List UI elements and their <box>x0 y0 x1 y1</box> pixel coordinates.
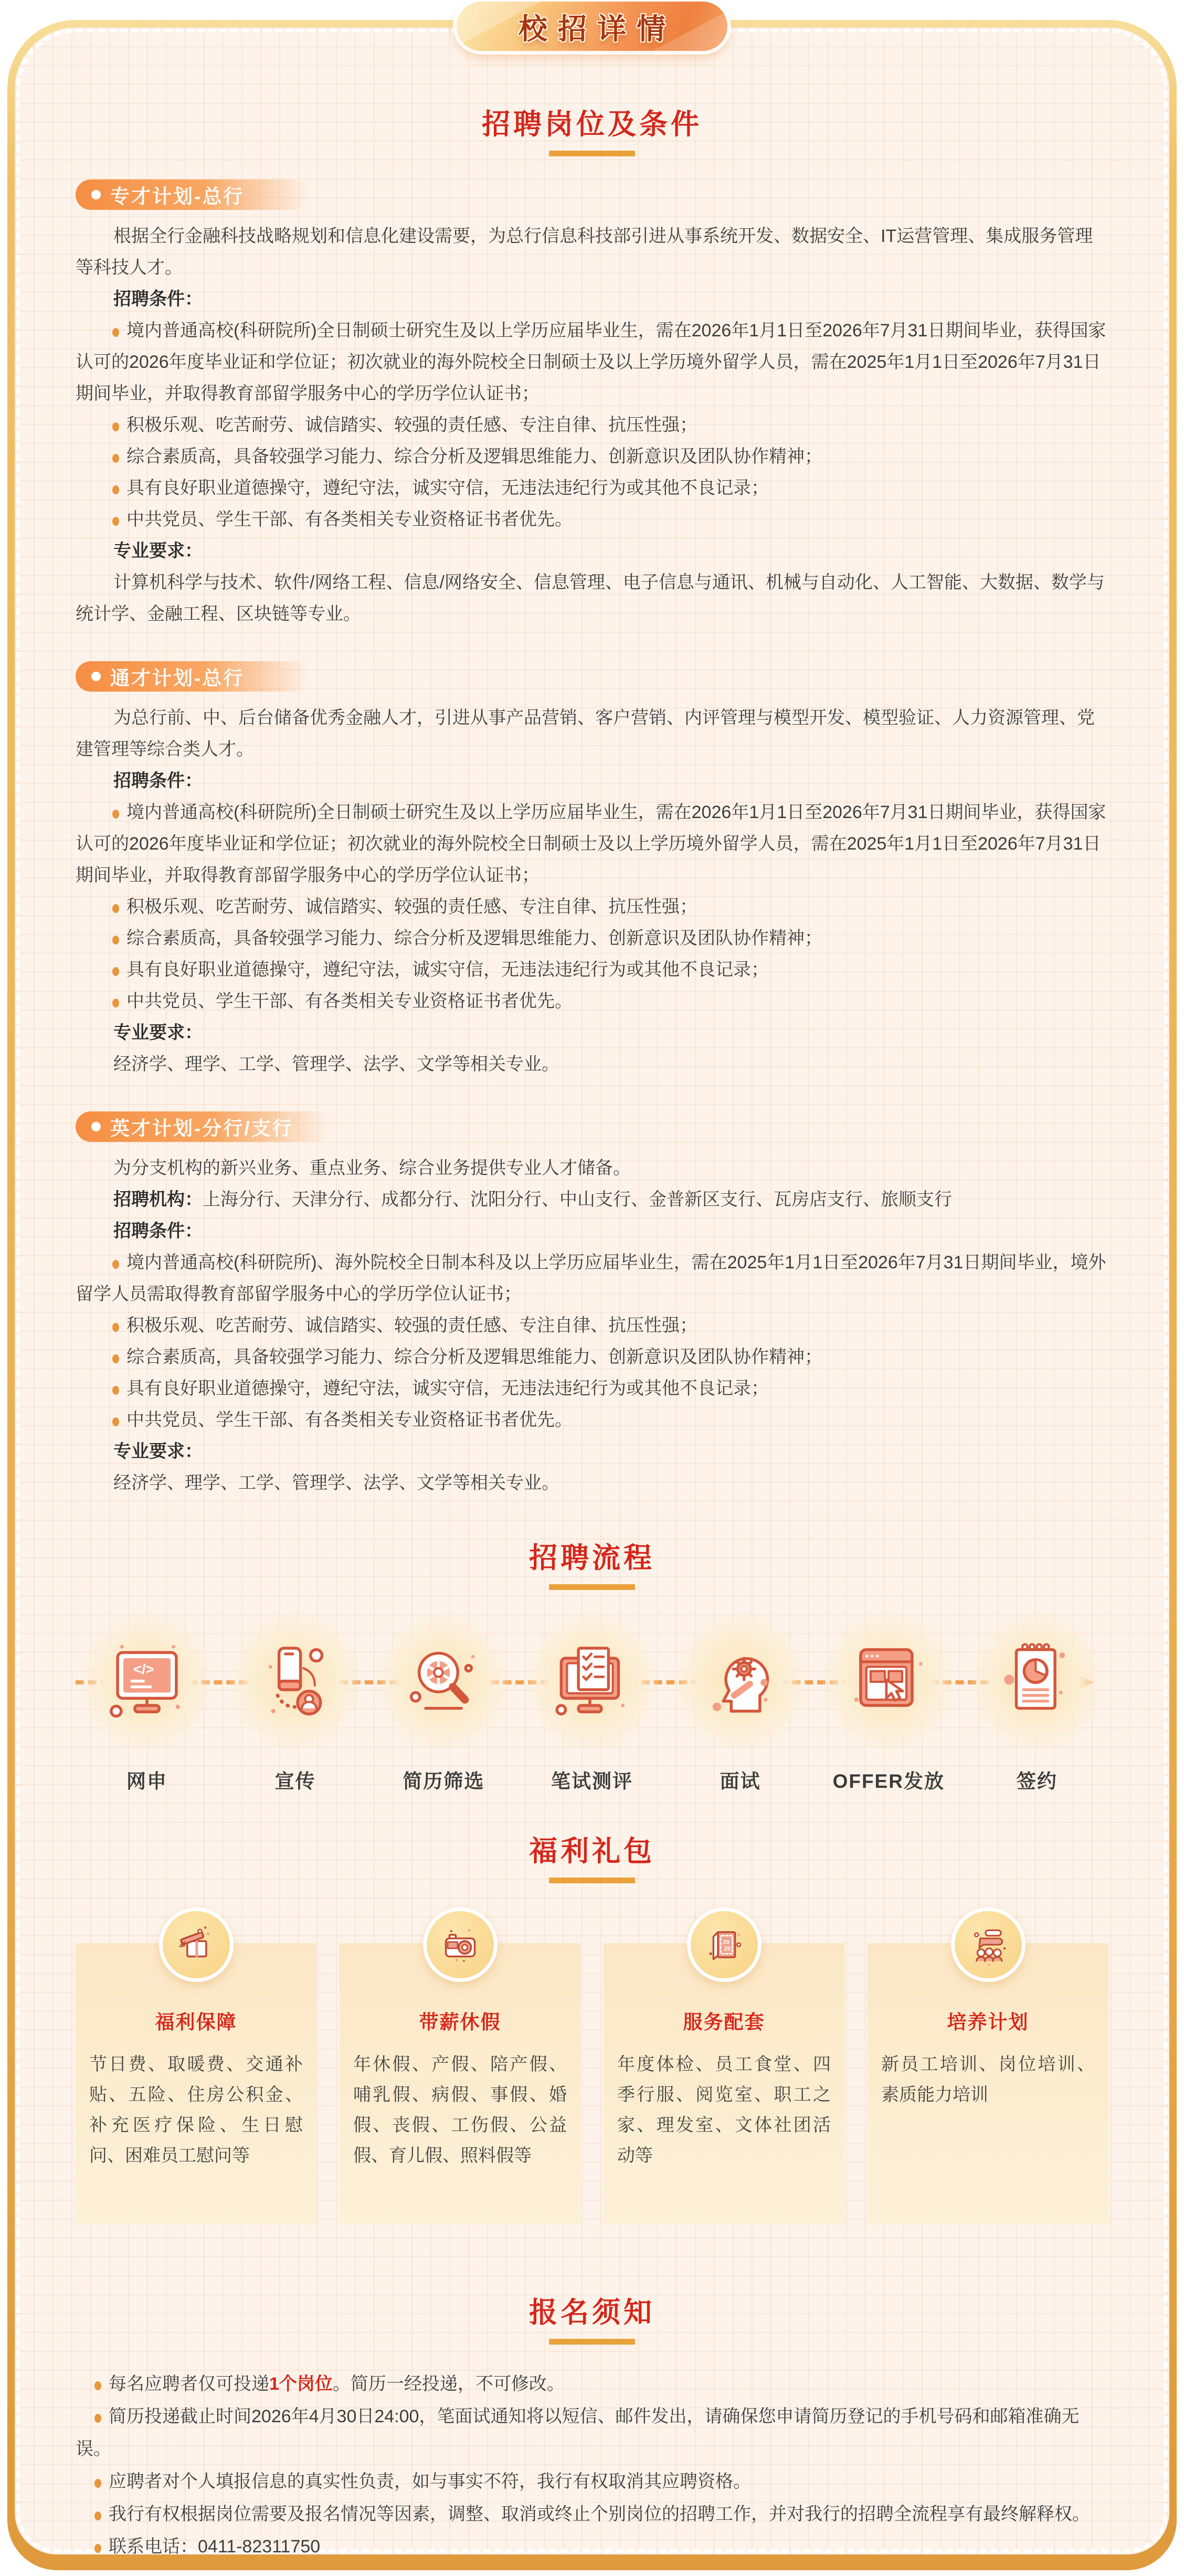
process-step <box>76 1613 218 1794</box>
major-text: 经济学、理学、工学、管理学、法学、文学等相关专业。 <box>113 1054 559 1074</box>
process-steps <box>76 1613 1108 1794</box>
title-underline <box>549 151 635 156</box>
condition-item <box>76 923 1108 954</box>
program-1 <box>76 179 1108 630</box>
bullet-dot-icon <box>112 454 119 463</box>
bullet-dot-icon <box>94 2544 101 2553</box>
condition-text: 具有良好职业道德操守，遵纪守法，诚实守信，无违法违纪行为或其他不良记录； <box>126 478 769 498</box>
notice-item <box>76 2530 1108 2554</box>
step-label: 面试 <box>720 1771 761 1792</box>
condition-text: 综合素质高，具备较强学习能力、综合分析及逻辑思维能力、创新意识及团队协作精神； <box>126 928 822 948</box>
welfare-card <box>604 1939 844 2224</box>
condition-item <box>76 797 1108 891</box>
bullet-dot-icon <box>94 2479 101 2488</box>
program-intro: 为分支机构的新兴业务、重点业务、综合业务提供专业人才储备。 <box>113 1158 631 1178</box>
step-label: 网申 <box>126 1771 167 1792</box>
program-body <box>76 220 1108 630</box>
condition-text: 综合素质高，具备较强学习能力、综合分析及逻辑思维能力、创新意识及团队协作精神； <box>126 1347 822 1367</box>
step-glow <box>229 1613 362 1751</box>
welfare-card-text: 新员工培训、岗位培训、素质能力培训 <box>881 2054 1095 2105</box>
condition-item <box>76 891 1108 923</box>
process-title: 招聘流程 <box>529 1542 655 1574</box>
notice-list <box>76 2368 1108 2554</box>
bullet-dot-icon <box>112 936 119 945</box>
notice-text: 应聘者对个人填报信息的真实性负责，如与事实不符，我行有权取消其应聘资格。 <box>109 2472 751 2492</box>
welfare-icon-circle <box>687 1907 762 1982</box>
condition-text: 中共党员、学生干部、有各类相关专业资格证书者优先。 <box>126 510 573 529</box>
contact-phone: 联系电话：0411-82311750 <box>109 2537 321 2554</box>
welfare-icon-circle <box>951 1907 1026 1982</box>
process-step <box>372 1613 515 1794</box>
welfare-card-title: 服务配套 <box>683 2011 765 2033</box>
welfare-cards <box>76 1939 1108 2224</box>
condition-item <box>76 409 1108 441</box>
notice-text: 我行有权根据岗位需要及报名情况等因素，调整、取消或终止个别岗位的招聘工作，并对我行的招聘全流程享有最终解释权。 <box>109 2504 1090 2524</box>
condition-item <box>76 1310 1108 1341</box>
title-underline <box>549 1878 635 1883</box>
step-glow <box>81 1613 213 1751</box>
banner <box>457 2 727 51</box>
bullet-dot-icon <box>112 328 119 337</box>
bullet-dot-icon <box>94 2511 101 2520</box>
bullet-dot-icon <box>112 1417 119 1426</box>
notice-item <box>76 2400 1108 2465</box>
program-tag <box>76 661 309 692</box>
step-glow <box>674 1613 807 1751</box>
condition-item <box>76 985 1108 1017</box>
notice-text: 每名应聘者仅可投递 <box>109 2374 269 2394</box>
section-process-header <box>76 1535 1108 1590</box>
bullet-dot-icon <box>112 999 119 1008</box>
condition-item <box>76 441 1108 472</box>
welfare-card-text: 年休假、产假、陪产假、哺乳假、病假、事假、婚假、丧假、工伤假、公益假、育儿假、照料假等 <box>353 2054 567 2166</box>
welfare-card <box>340 1943 580 2224</box>
condition-text: 积极乐观、吃苦耐劳、诚信踏实、较强的责任感、专注自律、抗压性强； <box>126 1316 697 1335</box>
bullet-dot-icon <box>112 422 119 431</box>
main-card-inner <box>15 27 1169 2554</box>
process-step <box>817 1613 960 1794</box>
bullet-dot-icon <box>112 810 119 819</box>
condition-item <box>76 1247 1108 1310</box>
process-flow <box>76 1613 1108 1794</box>
monitor-code-icon <box>108 1642 186 1721</box>
section-positions-header <box>76 102 1108 156</box>
condition-item <box>76 504 1108 535</box>
browser-click-icon <box>849 1642 928 1721</box>
bullet-dot-icon <box>112 1386 119 1395</box>
pill-dot-icon <box>91 1122 101 1131</box>
content <box>15 102 1169 2554</box>
bullet-dot-icon <box>112 485 119 494</box>
notice-item <box>76 2498 1108 2530</box>
section-welfare-header <box>76 1829 1108 1883</box>
bullet-dot-icon <box>94 2414 101 2423</box>
calendar-icon <box>702 1922 747 1967</box>
program-tag-label: 英才计划-分行/支行 <box>110 1118 293 1139</box>
section-notice-header <box>76 2290 1108 2345</box>
step-label: 宣传 <box>274 1771 316 1792</box>
title-underline <box>549 1584 635 1590</box>
svg-text:</>: </> <box>133 1661 154 1677</box>
welfare-title: 福利礼包 <box>529 1836 655 1867</box>
program-intro: 根据全行金融科技战略规划和信息化建设需要，为总行信息科技部引进从事系统开发、数据安全、IT运营管理、集成服务管理等科技人才。 <box>76 226 1093 278</box>
condition-text: 境内普通高校(科研院所)全日制硕士研究生及以上学历应届毕业生，需在2026年1月1日至2026年7月31日期间毕业，获得国家认可的2026年度毕业证和学位证；初次就业的海外院校全日制硕士及以上学历境外留学人员，需在2025年1月1日至2026年7月31日期间毕业，并取得教育部留学服务中心的学历学位认证书； <box>76 321 1106 404</box>
notice-highlight: 1个岗位 <box>269 2374 333 2394</box>
condition-text: 境内普通高校(科研院所)全日制硕士研究生及以上学历应届毕业生，需在2026年1月1日至2026年7月31日期间毕业，获得国家认可的2026年度毕业证和学位证；初次就业的海外院校全日制硕士及以上学历境外留学人员，需在2025年1月1日至2026年7月31日期间毕业，并取得教育部留学服务中心的学历学位认证书； <box>76 802 1106 885</box>
welfare-card <box>868 1943 1108 2224</box>
step-glow <box>377 1613 510 1751</box>
notice-text: 。简历一经投递，不可修改。 <box>332 2374 565 2394</box>
bullet-dot-icon <box>94 2381 101 2390</box>
process-step <box>966 1613 1108 1794</box>
conditions-label: 招聘条件： <box>113 1221 203 1241</box>
major-label: 专业要求： <box>113 541 203 561</box>
major-text: 经济学、理学、工学、管理学、法学、文学等相关专业。 <box>113 1473 559 1493</box>
condition-item <box>76 1341 1108 1373</box>
pill-dot-icon <box>91 672 101 681</box>
head-gear-icon <box>701 1642 780 1721</box>
step-label: OFFER发放 <box>832 1771 945 1792</box>
condition-text: 境内普通高校(科研院所)、海外院校全日制本科及以上学历应届毕业生，需在2025年1月1日至2026年7月31日期间毕业，境外留学人员需取得教育部留学服务中心的学历学位认证书； <box>76 1253 1106 1304</box>
process-step <box>521 1613 663 1794</box>
condition-text: 中共党员、学生干部、有各类相关专业资格证书者优先。 <box>126 991 573 1011</box>
condition-text: 综合素质高，具备较强学习能力、综合分析及逻辑思维能力、创新意识及团队协作精神； <box>126 447 822 467</box>
welfare-card-title: 培养计划 <box>947 2011 1029 2033</box>
svg-text:20: 20 <box>722 1939 730 1946</box>
program-3 <box>76 1111 1108 1499</box>
camera-icon <box>438 1922 483 1967</box>
title-underline <box>549 2339 635 2345</box>
condition-text: 具有良好职业道德操守，遵纪守法，诚实守信，无违法违纪行为或其他不良记录； <box>126 1379 769 1398</box>
condition-item <box>76 1404 1108 1436</box>
bullet-dot-icon <box>112 1260 119 1269</box>
main-card <box>7 20 1177 2570</box>
orgs-text: 上海分行、天津分行、成都分行、沈阳分行、中山支行、金普新区支行、瓦房店支行、旅顺支行 <box>203 1190 952 1210</box>
bullet-dot-icon <box>112 904 119 913</box>
orgs-line <box>76 1184 1108 1215</box>
program-body <box>76 1152 1108 1499</box>
program-tag <box>76 179 309 210</box>
step-label: 笔试测评 <box>551 1771 633 1792</box>
welfare-card-title: 带薪休假 <box>419 2011 501 2033</box>
conditions-label: 招聘条件： <box>113 771 203 791</box>
bullet-dot-icon <box>112 1323 119 1332</box>
training-icon <box>966 1922 1011 1967</box>
condition-item <box>76 954 1108 985</box>
welfare-icon-circle <box>423 1907 498 1982</box>
monitor-checklist-icon <box>553 1642 631 1721</box>
condition-item <box>76 315 1108 409</box>
welfare-card-text: 节日费、取暖费、交通补贴、五险、住房公积金、补充医疗保险、生日慰问、困难员工慰问等 <box>89 2054 303 2166</box>
svg-text:20: 20 <box>724 1946 731 1953</box>
pill-dot-icon <box>91 190 101 199</box>
condition-text: 积极乐观、吃苦耐劳、诚信踏实、较强的责任感、专注自律、抗压性强； <box>126 415 697 435</box>
major-text: 计算机科学与技术、软件/网络工程、信息/网络安全、信息管理、电子信息与通讯、机械与自动化、人工智能、大数据、数学与统计学、金融工程、区块链等专业。 <box>76 573 1105 624</box>
step-label: 签约 <box>1016 1771 1058 1792</box>
program-body <box>76 702 1108 1080</box>
positions-title: 招聘岗位及条件 <box>482 109 702 140</box>
major-label: 专业要求： <box>113 1441 203 1461</box>
banner-title: 校招详情 <box>518 12 676 45</box>
notice-title: 报名须知 <box>529 2297 655 2328</box>
bullet-dot-icon <box>112 967 119 976</box>
phone-promo-icon <box>256 1642 335 1721</box>
program-tag <box>76 1111 330 1142</box>
bullet-dot-icon <box>112 1354 119 1363</box>
contract-chart-icon <box>998 1642 1076 1721</box>
step-glow <box>971 1613 1103 1751</box>
welfare-icon-circle <box>159 1907 234 1982</box>
notice-item <box>76 2465 1108 2498</box>
gift-icon <box>174 1922 219 1967</box>
notice-text: 简历投递截止时间2026年4月30日24:00，笔面试通知将以短信、邮件发出，请确保您申请简历登记的手机号码和邮箱准确无误。 <box>76 2407 1080 2459</box>
program-intro: 为总行前、中、后台储备优秀金融人才，引进从事产品营销、客户营销、内评管理与模型开发、模型验证、人力资源管理、党建管理等综合类人才。 <box>76 708 1095 759</box>
program-tag-label: 专才计划-总行 <box>110 186 245 207</box>
welfare-card <box>76 1943 316 2224</box>
step-glow <box>822 1613 955 1751</box>
condition-item <box>76 1373 1108 1404</box>
condition-text: 具有良好职业道德操守，遵纪守法，诚实守信，无违法违纪行为或其他不良记录； <box>126 960 769 980</box>
condition-text: 积极乐观、吃苦耐劳、诚信踏实、较强的责任感、专注自律、抗压性强； <box>126 897 697 917</box>
welfare-card-title: 福利保障 <box>155 2011 237 2033</box>
condition-item <box>76 472 1108 504</box>
major-label: 专业要求： <box>113 1023 203 1043</box>
process-step <box>669 1613 812 1794</box>
conditions-label: 招聘条件： <box>113 289 203 309</box>
magnifier-gear-icon <box>404 1642 483 1721</box>
step-label: 简历筛选 <box>403 1771 485 1792</box>
bullet-dot-icon <box>112 517 119 526</box>
orgs-label: 招聘机构： <box>113 1190 203 1210</box>
program-tag-label: 通才计划-总行 <box>110 667 245 689</box>
step-glow <box>526 1613 658 1751</box>
condition-text: 中共党员、学生干部、有各类相关专业资格证书者优先。 <box>126 1410 573 1430</box>
notice-item <box>76 2368 1108 2400</box>
welfare-card-text: 年度体检、员工食堂、四季行服、阅览室、职工之家、理发室、文体社团活动等 <box>617 2054 831 2166</box>
process-step <box>224 1613 367 1794</box>
program-2 <box>76 661 1108 1080</box>
